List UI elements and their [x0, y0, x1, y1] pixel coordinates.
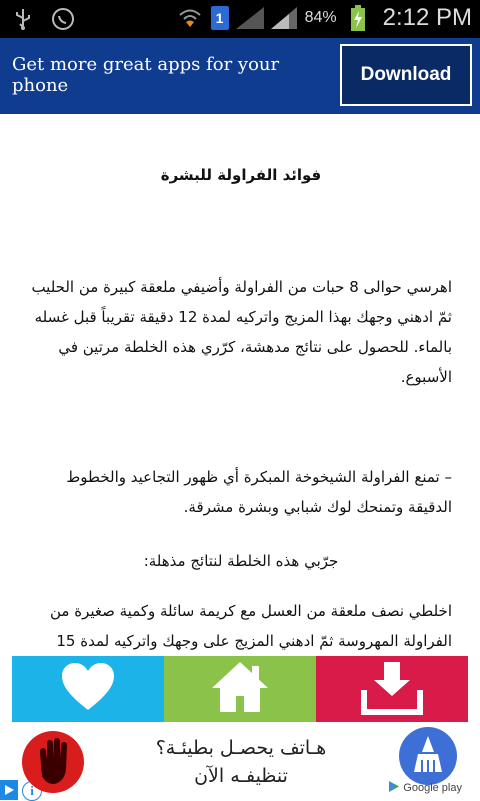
battery-percent: 84% [304, 9, 337, 26]
google-play-badge[interactable] [388, 780, 462, 796]
sim-1-label: 1 [215, 10, 224, 26]
google-play-label: Google play [403, 782, 462, 794]
favorite-button[interactable] [12, 656, 164, 722]
status-bar [0, 0, 480, 38]
download-icon [360, 660, 424, 718]
bottom-ad-text [96, 734, 386, 790]
ad-banner[interactable] [0, 38, 480, 114]
bottom-action-bar [12, 656, 468, 722]
status-bar-right [177, 4, 472, 32]
bottom-ad-line1: هـاتف يحصـل بطيئـة؟ [155, 737, 327, 759]
article-title: فوائد الفراولة للبشرة [160, 166, 322, 184]
sim-1-icon [211, 6, 229, 30]
article-paragraph: اهرسي حوالى 8 حبات من الفراولة وأضيفي ملعقة كبيرة من الحليب ثمّ ادهني وجهك بهذا المزيج واتركيه لمدة 12 دقيقة تقريباً قبل غسله بالماء. للحصول على نتائج مدهشة، كرّري هذه الخلطة مرتين في الأسبوع. [31, 278, 452, 386]
stop-hand-icon [20, 730, 86, 798]
article-paragraph: اخلطي نصف ملعقة من العسل مع كريمة سائلة وكمية صغيرة من الفراولة المهروسة ثمّ ادهني المزيج على وجهك واتركيه لمدة 15 [50, 602, 452, 650]
google-play-icon [388, 780, 400, 796]
clock: 2:12 PM [382, 4, 472, 31]
ad-banner-text: Get more great apps for your phone [12, 54, 280, 96]
download-ad-button[interactable]: Download [340, 44, 472, 106]
usb-icon [10, 6, 36, 32]
download-button[interactable] [316, 656, 468, 722]
signal-icon [237, 5, 263, 31]
article-content[interactable] [0, 114, 480, 655]
heart-icon [60, 662, 116, 716]
article-paragraph: جرّبي هذه الخلطة لنتائج مذهلة: [143, 552, 339, 570]
signal-icon [271, 5, 297, 31]
adchoices-icon[interactable] [0, 780, 18, 800]
battery-charging-icon [345, 5, 371, 31]
wifi-icon [177, 5, 203, 31]
status-bar-left [10, 6, 76, 32]
whatsapp-icon [50, 6, 76, 32]
home-button[interactable] [164, 656, 316, 722]
bottom-ad[interactable] [0, 724, 480, 800]
info-icon[interactable]: i [22, 781, 42, 801]
article-paragraph: – تمنع الفراولة الشيخوخة المبكرة أي ظهور التجاعيد والخطوط الدقيقة وتمنحك لوك شبابي وبشرة مشرقة. [66, 468, 452, 516]
home-icon [210, 660, 270, 718]
bottom-ad-line2: تنظيفـه الآن [194, 765, 288, 787]
